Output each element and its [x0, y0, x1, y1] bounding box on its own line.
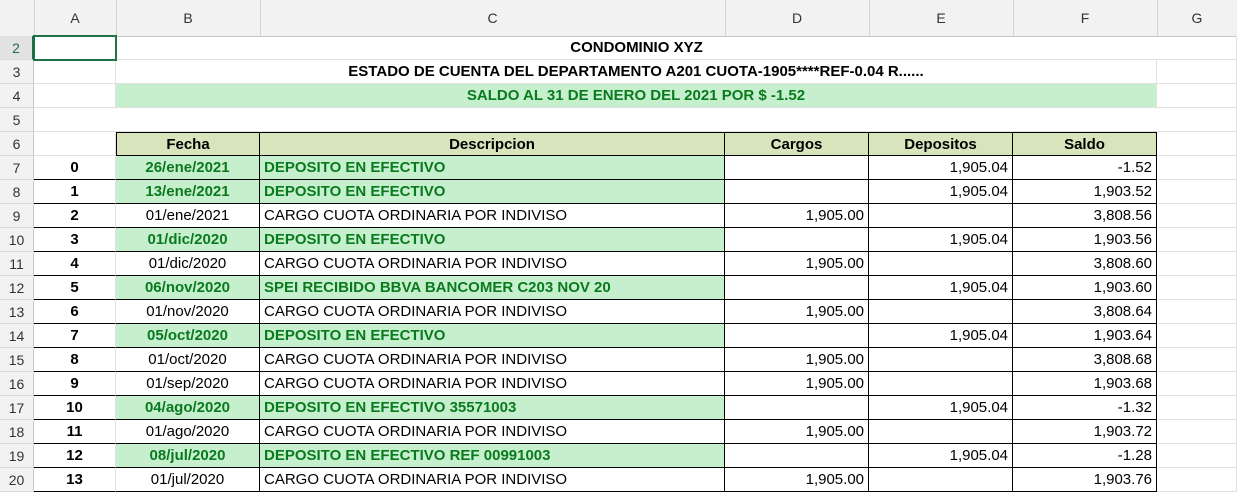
cell-cargo[interactable]: 1,905.00 [725, 300, 869, 324]
cell-empty[interactable] [1157, 372, 1237, 396]
cell-descripcion[interactable]: DEPOSITO EN EFECTIVO [260, 180, 725, 204]
cell-empty[interactable] [1157, 300, 1237, 324]
cell-deposito[interactable] [869, 420, 1013, 444]
cell-saldo[interactable]: 1,903.52 [1013, 180, 1157, 204]
cell-empty[interactable] [34, 60, 116, 84]
row-header[interactable]: 4 [0, 84, 34, 108]
cell-empty[interactable] [1157, 252, 1237, 276]
cell-deposito[interactable] [869, 468, 1013, 492]
cell-descripcion[interactable]: CARGO CUOTA ORDINARIA POR INDIVISO [260, 468, 725, 492]
cell-empty[interactable] [1157, 60, 1237, 84]
cell-fecha[interactable]: 01/nov/2020 [116, 300, 260, 324]
cell-saldo[interactable]: 1,903.64 [1013, 324, 1157, 348]
cell-fecha[interactable]: 05/oct/2020 [116, 324, 260, 348]
cell-cargo[interactable]: 1,905.00 [725, 420, 869, 444]
cell-descripcion[interactable]: DEPOSITO EN EFECTIVO 35571003 [260, 396, 725, 420]
cell-empty[interactable] [34, 84, 116, 108]
cell-empty[interactable] [34, 132, 116, 156]
cell-descripcion[interactable]: DEPOSITO EN EFECTIVO REF 00991003 [260, 444, 725, 468]
cell-fecha[interactable]: 01/dic/2020 [116, 252, 260, 276]
cell-empty[interactable] [1157, 180, 1237, 204]
cell-fecha[interactable]: 01/dic/2020 [116, 228, 260, 252]
cell-saldo[interactable]: 3,808.64 [1013, 300, 1157, 324]
column-header-d[interactable]: D [725, 0, 870, 36]
cell-deposito[interactable]: 1,905.04 [869, 276, 1013, 300]
cell-cargo[interactable]: 1,905.00 [725, 252, 869, 276]
cell-empty[interactable] [1157, 204, 1237, 228]
sheet-title[interactable]: CONDOMINIO XYZ [116, 36, 1157, 60]
cell-deposito[interactable] [869, 252, 1013, 276]
column-header-a[interactable]: A [34, 0, 117, 36]
cell-descripcion[interactable]: DEPOSITO EN EFECTIVO [260, 324, 725, 348]
cell-descripcion[interactable]: DEPOSITO EN EFECTIVO [260, 156, 725, 180]
cell-cargo[interactable]: 1,905.00 [725, 348, 869, 372]
row-header[interactable]: 9 [0, 204, 34, 228]
row-header[interactable]: 5 [0, 108, 34, 132]
cell-deposito[interactable]: 1,905.04 [869, 180, 1013, 204]
row-index[interactable]: 11 [34, 420, 116, 444]
cell-descripcion[interactable]: CARGO CUOTA ORDINARIA POR INDIVISO [260, 252, 725, 276]
cell-descripcion[interactable]: CARGO CUOTA ORDINARIA POR INDIVISO [260, 204, 725, 228]
cell-empty[interactable] [1157, 468, 1237, 492]
cell-deposito[interactable]: 1,905.04 [869, 324, 1013, 348]
cell-deposito[interactable]: 1,905.04 [869, 228, 1013, 252]
cell-empty[interactable] [1157, 84, 1237, 108]
row-index[interactable]: 5 [34, 276, 116, 300]
cell-descripcion[interactable]: SPEI RECIBIDO BBVA BANCOMER C203 NOV 20 [260, 276, 725, 300]
cell-cargo[interactable] [725, 396, 869, 420]
row-header[interactable]: 8 [0, 180, 34, 204]
column-header-bar [0, 0, 1237, 37]
select-all-corner[interactable] [0, 0, 35, 36]
cell-empty[interactable] [1157, 36, 1237, 60]
cell-descripcion[interactable]: CARGO CUOTA ORDINARIA POR INDIVISO [260, 348, 725, 372]
cell-deposito[interactable] [869, 348, 1013, 372]
column-header-c[interactable]: C [260, 0, 726, 36]
cell-empty[interactable] [1157, 348, 1237, 372]
cell-deposito[interactable]: 1,905.04 [869, 156, 1013, 180]
cell-saldo[interactable]: 3,808.68 [1013, 348, 1157, 372]
row-header[interactable]: 19 [0, 444, 34, 468]
row-header[interactable]: 11 [0, 252, 34, 276]
cell-cargo[interactable]: 1,905.00 [725, 204, 869, 228]
row-index[interactable]: 8 [34, 348, 116, 372]
cell-cargo[interactable] [725, 324, 869, 348]
cell-empty[interactable] [1157, 420, 1237, 444]
cell-empty[interactable] [1157, 444, 1237, 468]
row-index[interactable]: 6 [34, 300, 116, 324]
row-header[interactable]: 18 [0, 420, 34, 444]
cell-fecha[interactable]: 04/ago/2020 [116, 396, 260, 420]
empty-row[interactable] [34, 108, 1237, 132]
header-saldo[interactable]: Saldo [1013, 132, 1157, 156]
row-header[interactable]: 13 [0, 300, 34, 324]
cell-fecha[interactable]: 01/ene/2021 [116, 204, 260, 228]
row-header[interactable]: 16 [0, 372, 34, 396]
row-index[interactable]: 1 [34, 180, 116, 204]
cell-fecha[interactable]: 01/oct/2020 [116, 348, 260, 372]
cell-fecha[interactable]: 01/ago/2020 [116, 420, 260, 444]
cell-descripcion[interactable]: CARGO CUOTA ORDINARIA POR INDIVISO [260, 420, 725, 444]
cell-saldo[interactable]: 3,808.60 [1013, 252, 1157, 276]
row-header[interactable]: 10 [0, 228, 34, 252]
row-header[interactable]: 15 [0, 348, 34, 372]
cell-saldo[interactable]: -1.28 [1013, 444, 1157, 468]
cell-saldo[interactable]: 3,808.56 [1013, 204, 1157, 228]
column-header-b[interactable]: B [116, 0, 261, 36]
cell-fecha[interactable]: 26/ene/2021 [116, 156, 260, 180]
cell-empty[interactable] [1157, 132, 1237, 156]
row-header[interactable]: 20 [0, 468, 34, 492]
row-index[interactable]: 2 [34, 204, 116, 228]
row-index[interactable]: 12 [34, 444, 116, 468]
cell-cargo[interactable] [725, 228, 869, 252]
row-index[interactable]: 9 [34, 372, 116, 396]
row-header[interactable]: 14 [0, 324, 34, 348]
row-index[interactable]: 13 [34, 468, 116, 492]
header-depositos[interactable]: Depositos [869, 132, 1013, 156]
cell-saldo[interactable]: 1,903.76 [1013, 468, 1157, 492]
cell-descripcion[interactable]: DEPOSITO EN EFECTIVO [260, 228, 725, 252]
cell-descripcion[interactable]: CARGO CUOTA ORDINARIA POR INDIVISO [260, 300, 725, 324]
cell-empty[interactable] [1157, 228, 1237, 252]
cell-fecha[interactable]: 01/jul/2020 [116, 468, 260, 492]
cell-empty[interactable] [1157, 276, 1237, 300]
cell-saldo[interactable]: 1,903.72 [1013, 420, 1157, 444]
cell-cargo[interactable] [725, 180, 869, 204]
row-index[interactable]: 7 [34, 324, 116, 348]
row-index[interactable]: 0 [34, 156, 116, 180]
cell-fecha[interactable]: 08/jul/2020 [116, 444, 260, 468]
saldo-summary[interactable]: SALDO AL 31 DE ENERO DEL 2021 POR $ -1.52 [116, 84, 1157, 108]
cell-saldo[interactable]: 1,903.68 [1013, 372, 1157, 396]
cell-deposito[interactable]: 1,905.04 [869, 396, 1013, 420]
cell-deposito[interactable]: 1,905.04 [869, 444, 1013, 468]
cell-empty[interactable] [1157, 156, 1237, 180]
column-header-g[interactable]: G [1157, 0, 1237, 36]
row-header[interactable]: 7 [0, 156, 34, 180]
cell-fecha[interactable]: 06/nov/2020 [116, 276, 260, 300]
cell-fecha[interactable]: 01/sep/2020 [116, 372, 260, 396]
row-header[interactable]: 6 [0, 132, 34, 156]
cell-fecha[interactable]: 13/ene/2021 [116, 180, 260, 204]
header-cargos[interactable]: Cargos [725, 132, 869, 156]
cell-saldo[interactable]: -1.52 [1013, 156, 1157, 180]
cell-saldo[interactable]: 1,903.56 [1013, 228, 1157, 252]
row-header[interactable]: 17 [0, 396, 34, 420]
column-header-f[interactable]: F [1013, 0, 1158, 36]
cell-cargo[interactable] [725, 276, 869, 300]
cell-deposito[interactable] [869, 300, 1013, 324]
row-header[interactable]: 12 [0, 276, 34, 300]
cell-cargo[interactable]: 1,905.00 [725, 372, 869, 396]
column-header-e[interactable]: E [869, 0, 1014, 36]
row-index[interactable]: 10 [34, 396, 116, 420]
cell-cargo[interactable]: 1,905.00 [725, 468, 869, 492]
row-header[interactable]: 3 [0, 60, 34, 84]
cell-empty[interactable] [34, 36, 116, 60]
cell-cargo[interactable] [725, 444, 869, 468]
cell-cargo[interactable] [725, 156, 869, 180]
row-header[interactable]: 2 [0, 36, 34, 60]
cell-empty[interactable] [1157, 396, 1237, 420]
cell-descripcion[interactable]: CARGO CUOTA ORDINARIA POR INDIVISO [260, 372, 725, 396]
row-index[interactable]: 3 [34, 228, 116, 252]
sheet-subtitle[interactable]: ESTADO DE CUENTA DEL DEPARTAMENTO A201 CUOTA-1905****REF-0.04 R...... [116, 60, 1157, 84]
cell-saldo[interactable]: 1,903.60 [1013, 276, 1157, 300]
cell-deposito[interactable] [869, 204, 1013, 228]
cell-saldo[interactable]: -1.32 [1013, 396, 1157, 420]
row-index[interactable]: 4 [34, 252, 116, 276]
header-fecha[interactable]: Fecha [116, 132, 260, 156]
cell-empty[interactable] [1157, 324, 1237, 348]
cell-deposito[interactable] [869, 372, 1013, 396]
header-descripcion[interactable]: Descripcion [260, 132, 725, 156]
